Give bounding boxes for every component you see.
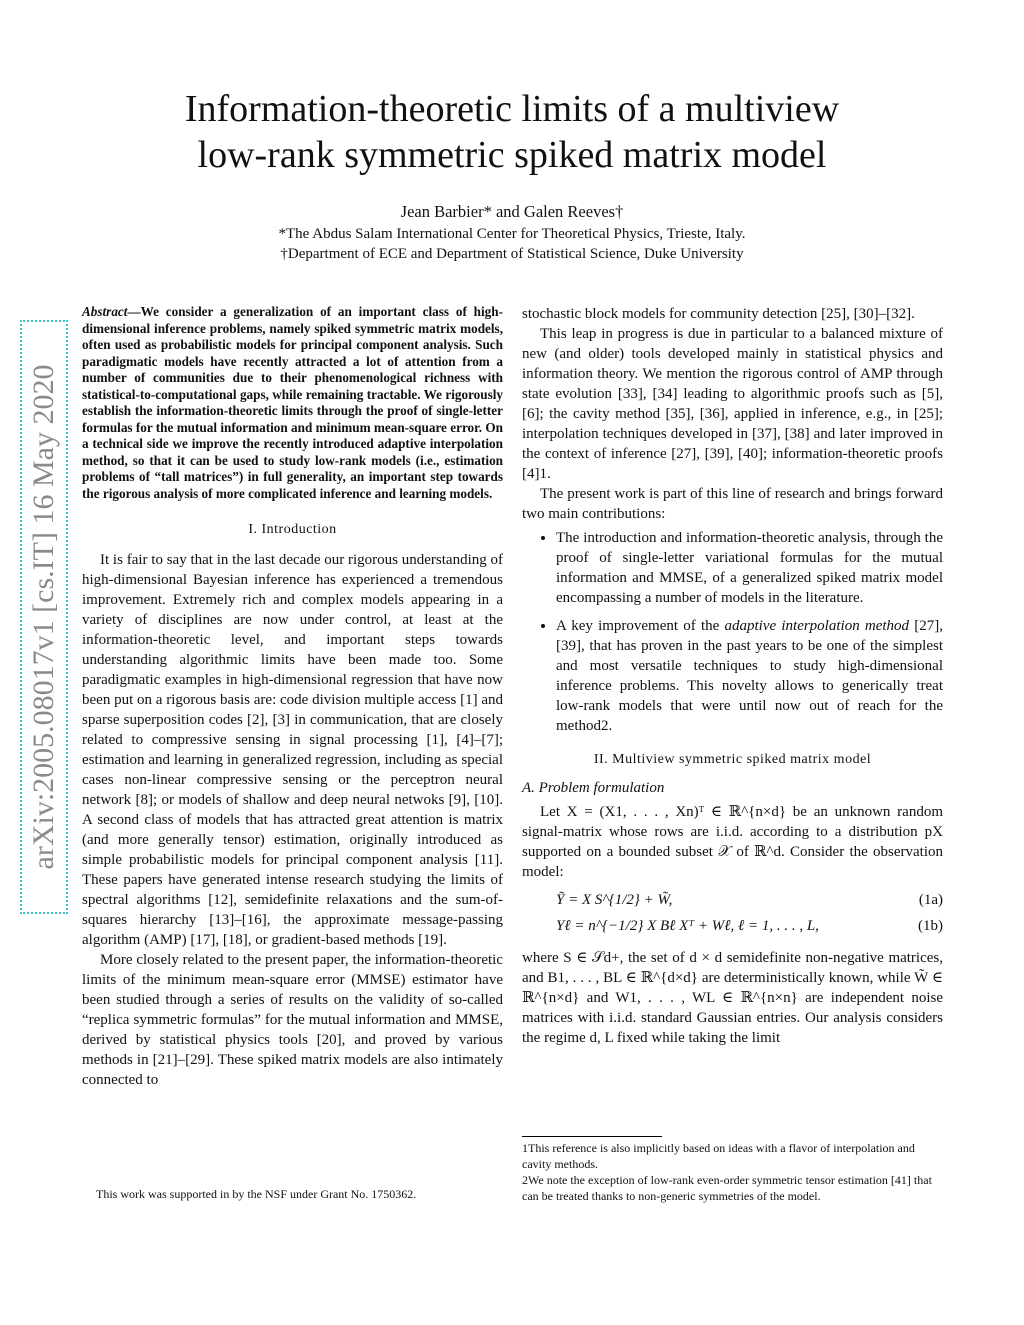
list-item: • The introduction and information-theoretic analysis, through the proof of single-letter variational formulas for the mutual information and MMSE, of a generalized spiked matrix model encompassing a number of models in the literature.: [556, 528, 943, 608]
equation-1b-body: Yℓ = n^{−1/2} X Bℓ Xᵀ + Wℓ, ℓ = 1, . . . , L,: [556, 918, 819, 934]
equation-block: [522, 890, 943, 942]
footnote-rule: [522, 1136, 662, 1137]
section-2-heading: II. Multiview symmetric spiked matrix model: [593, 752, 872, 767]
authors: Jean Barbier* and Galen Reeves†: [400, 202, 624, 221]
footnote-2: 2We note the exception of low-rank even-order symmetric tensor estimation [41] that can be treated thanks to non-generic symmetries of the model.: [522, 1173, 932, 1203]
equation-1b-label: (1b): [918, 918, 943, 934]
section-2-paragraph-2: where S ∈ 𝒮d+, the set of d × d semidefinite non-negative matrices, and B1, . . . , BL ∈ ℝ^{d×d} are deterministically known, while W̃ ∈ ℝ^{n×d} and W1, . . . , WL ∈ ℝ^{n×n} are independent noise matrices with i.i.d. standard Gaussian entries. Our analysis considers the regime d, L fixed while taking the limit: [522, 950, 943, 1046]
title-line-2: low-rank symmetric spiked matrix model: [197, 134, 827, 176]
section-2-paragraph-1: Let X = (X1, . . . , Xn)ᵀ ∈ ℝ^{n×d} be an unknown random signal-matrix whose rows are i.i.d. according to a distribution pX supported on a bounded subset 𝒳 of ℝ^d. Consider the observation model:: [522, 804, 943, 880]
bullet-2-emphasis: adaptive interpolation method: [724, 618, 910, 634]
funding-footnote: This work was supported in by the NSF under Grant No. 1750362.: [96, 1187, 417, 1201]
intro-paragraph-4: This leap in progress is due in particular to a balanced mixture of new (and older) tools developed mainly in statistical physics and information theory. We mention the rigorous control of AMP through state evolution [33], [34] leading to algorithmic proofs such as [5], [6]; the cavity method [35], [36], applied in inference, e.g., in [25]; interpolation techniques developed in [37], [38] and later improved in the context of inference [27], [39], [40]; information-theoretic proofs [4]1.: [522, 326, 943, 482]
title-line-1: Information-theoretic limits of a multiview: [184, 88, 840, 130]
bullet-2-pre: A key improvement of the: [556, 618, 725, 634]
equation-1a-body: Ỹ = X S^{1/2} + W̃,: [556, 892, 673, 908]
footnote-1: 1This reference is also implicitly based on ideas with a flavor of interpolation and cavity methods.: [522, 1141, 915, 1171]
intro-paragraph-2: More closely related to the present paper, the information-theoretic limits of the minimum mean-square error (MMSE) estimator have been studied through a series of results on the validity of so-called “replica symmetric formulas” for the mutual information and MMSE, derived by statistical physics tools [20], and proved by various methods in [21]–[29]. These spiked matrix models are also intimately connected to: [82, 952, 503, 1088]
list-item: [556, 616, 943, 736]
left-column: [82, 304, 503, 1090]
affiliation-1: *The Abdus Salam International Center for Theoretical Physics, Trieste, Italy.: [278, 226, 746, 242]
intro-paragraph-3: stochastic block models for community detection [25], [30]–[32].: [522, 306, 915, 322]
equation-1a: [522, 890, 943, 916]
equation-1b: [522, 916, 943, 942]
affiliation-2: †Department of ECE and Department of Statistical Science, Duke University: [280, 246, 744, 262]
equation-1a-label: (1a): [918, 892, 943, 908]
abstract-label: Abstract: [82, 304, 128, 319]
bullet-2-post: [27], [39], that has proven in the past years to be one of the simplest and most versatile techniques to study high-dimensional inference problems. This novelty allows to generically treat low-rank models that were until now out of reach for the method2.: [556, 618, 944, 734]
arxiv-stamp-text: arXiv:2005.08017v1 [cs.IT] 16 May 2020: [27, 364, 60, 870]
abstract-text: —We consider a generalization of an important class of high-dimensional inference problems, namely spiked symmetric matrix models, often used as probabilistic models for principal component analysis. Such paradigmatic models have recently attracted a lot of attention from a number of communities due to their phenomenological richness with statistical-to-computational gaps, while remaining tractable. We rigorously establish the information-theoretic limits through the proof of single-letter formulas for the mutual information and minimum mean-square error. On a technical side we improve the recently introduced adaptive interpolation method, so that it can be used to study low-rank models (i.e., estimation problems of “tall matrices”) in full generality, an important step towards the rigorous analysis of more complicated inference and learning models.: [82, 304, 503, 501]
abstract: [82, 304, 503, 502]
intro-paragraph-1: It is fair to say that in the last decade our rigorous understanding of high-dimensional Bayesian inference has experienced a tremendous improvement. Extremely rich and complex models appearing in a variety of disciplines are now under control, at least at the information-theoretic level, and important steps towards understanding algorithmic limits have been made too. Some paradigmatic examples in high-dimensional regression that have now been put on a rigorous basis are: code division multiple access [1] and sparse superposition codes [2], [3] in communication, that are closely related to compressive sensing in signal processing [1], [4]–[7]; estimation and learning in generalized regression, including as special cases non-linear compressive sensing or the perceptron neural network [8]; or models of shallow and deep neural netwoks [9], [10]. A second class of models that has attracted great attention is matrix (and more generally tensor) estimation, originally introduced as simple probabilistic models for principal component analysis [11]. These papers have generated intense research studying the limits of spectral algorithms [12], semidefinite relaxations and the sum-of-squares hierarchy [13]–[16], the approximate message-passing algorithm (AMP) [17], [18], or gradient-based methods [19].: [82, 552, 503, 948]
paper-title: [0, 86, 1024, 178]
contributions-list: [522, 528, 943, 736]
right-column: [522, 304, 943, 1048]
section-1-heading: I. Introduction: [248, 522, 337, 537]
arxiv-stamp[interactable]: [20, 320, 68, 914]
intro-paragraph-5: The present work is part of this line of research and brings forward two main contributions:: [522, 486, 943, 522]
subsection-heading: A. Problem formulation: [522, 780, 665, 796]
